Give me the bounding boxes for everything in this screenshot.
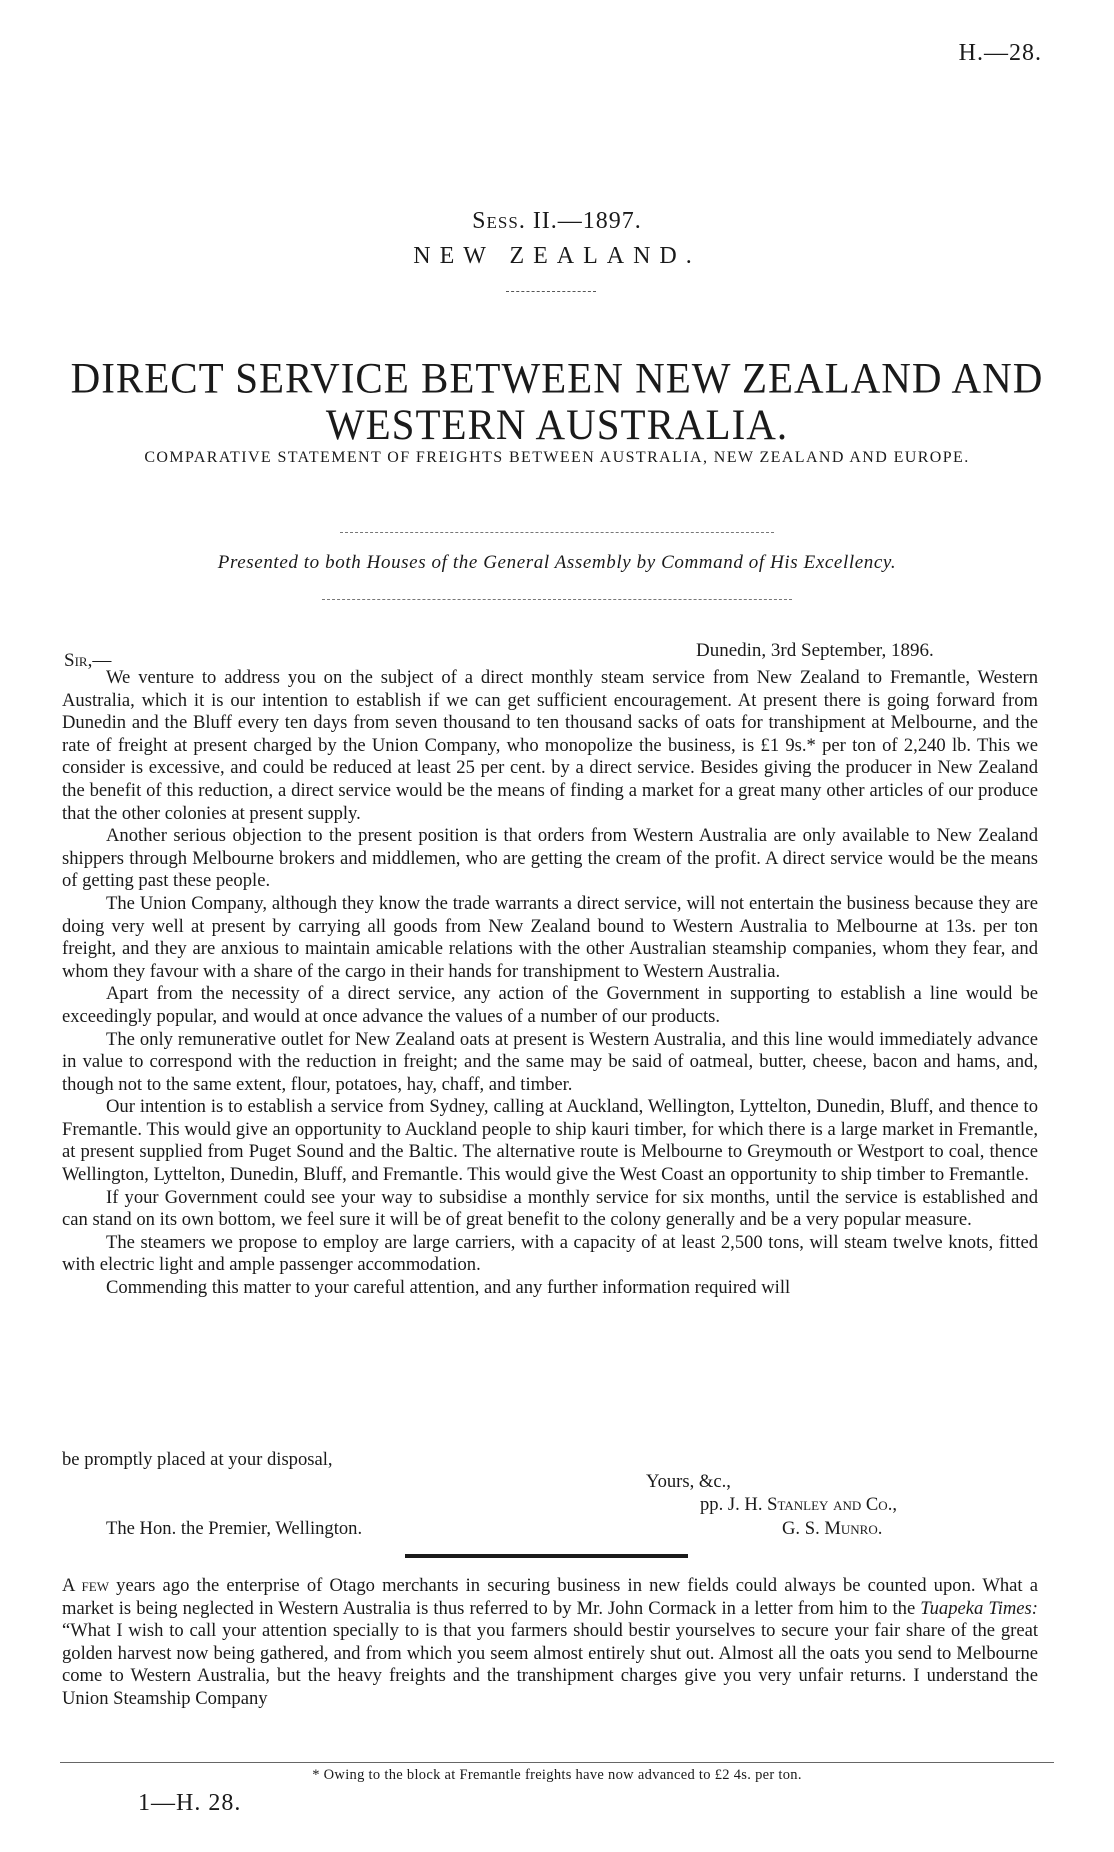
second-signatory: G. S. Munro. xyxy=(782,1518,883,1539)
pp-prefix: pp. J. H. xyxy=(700,1494,763,1515)
document-subtitle: COMPARATIVE STATEMENT OF FREIGHTS BETWEEN AUSTRALIA, NEW ZEALAND AND EUROPE. xyxy=(144,449,970,466)
country-heading: NEW ZEALAND. xyxy=(413,243,701,269)
document-title: DIRECT SERVICE BETWEEN NEW ZEALAND AND WESTERN AUSTRALIA. xyxy=(70,353,1044,449)
sheet-reference: 1—H. 28. xyxy=(138,1790,242,1816)
letter-closing-line: be promptly placed at your disposal, xyxy=(62,1449,333,1470)
letter-paragraph: Our intention is to establish a service from Sydney, calling at Auckland, Wellington, Lyttelton, Dunedin, Bluff, and thence to Fremantle. This would give an opportunity to Auckland people to ship kauri timber, for which there is a large market in Fremantle, at present supplied from Puget Sound and the Baltic. The alternative route is Melbourne to Greymouth or Westport to coal, thence Wellington, Lyttelton, Dunedin, Bluff, and Fremantle. This would give the West Coast an opportunity to ship timber to Fremantle. xyxy=(62,1096,1038,1186)
letter-paragraph: The steamers we propose to employ are large carriers, with a capacity of at least 2,500 tons, will steam twelve knots, fitted with electric light and ample passenger accommodation. xyxy=(62,1231,1038,1276)
newspaper-name: Tuapeka Times: xyxy=(920,1597,1038,1619)
signature-line xyxy=(700,1494,897,1516)
letter-date: Dunedin, 3rd September, 1896. xyxy=(696,640,934,661)
extract-text: years ago the enterprise of Otago merchants in securing business in new fields could always be counted upon. What a market is being neglected in Western Australia is thus referred to by Mr. John Cormack in a letter from him to the xyxy=(62,1575,1038,1619)
letter-paragraph: We venture to address you on the subject of a direct monthly steam service from New Zealand to Fremantle, Western Australia, which it is our intention to establish if we can get sufficient encouragement. At present there is going forward from Dunedin and the Bluff every ten days from seven thousand to ten thousand sacks of oats for transhipment at Melbourne, and the rate of freight at present charged by the Union Company, who monopolize the business, is £1 9s.* per ton of 2,240 lb. This we consider is excessive, and could be reduced at least 25 per cent. by a direct service. Besides giving the producer in New Zealand the benefit of this reduction, a direct service would be the means of finding a market for a great many other articles of our produce that the other colonies at present supply. xyxy=(62,667,1038,824)
signatory-name: Stanley and Co., xyxy=(767,1494,897,1515)
extract-lead: A few xyxy=(62,1575,109,1596)
letter-paragraph: Apart from the necessity of a direct service, any action of the Government in supporting to establish a line would be exceedingly popular, and would at once advance the values of a number of our products. xyxy=(62,983,1038,1027)
letter-paragraph: Commending this matter to your careful attention, and any further information required will xyxy=(106,1277,791,1299)
extract-paragraph xyxy=(62,1575,1038,1711)
lower-divider xyxy=(322,599,792,600)
letter-addressee: The Hon. the Premier, Wellington. xyxy=(106,1518,363,1539)
session-line: Sess. II.—1897. xyxy=(472,208,642,234)
footnote: * Owing to the block at Fremantle freights have now advanced to £2 4s. per ton. xyxy=(312,1767,802,1783)
letter-salutation: Sir,— xyxy=(64,650,112,671)
letter-paragraph: Another serious objection to the present position is that orders from Western Australia are only available to New Zealand shippers through Melbourne brokers and middlemen, who are getting the cream of the profit. A direct service would be the means of getting past these people. xyxy=(62,825,1038,892)
letter-paragraph: The only remunerative outlet for New Zealand oats at present is Western Australia, and this line would immediately advance in value to correspond with the reduction in freight; and the same may be said of oatmeal, butter, cheese, bacon and hams, and, though not to the same extent, flour, potatoes, hay, chaff, and timber. xyxy=(62,1028,1038,1095)
presented-notice: Presented to both Houses of the General Assembly by Command of His Excellency. xyxy=(217,552,897,573)
letter-paragraph: If your Government could see your way to subsidise a monthly service for six months, until the service is established and can stand on its own bottom, we feel sure it will be of great benefit to the colony generally and be a very popular measure. xyxy=(62,1186,1038,1231)
short-divider xyxy=(506,291,596,292)
section-divider xyxy=(405,1554,688,1558)
footnote-divider xyxy=(60,1762,1054,1763)
upper-divider xyxy=(340,532,774,533)
extract-quote: “What I wish to call your attention specially to is that you farmers should bestir yourselves to secure your fair share of the great golden harvest now being gathered, and from which you seem almost entirely shut out. Almost all the oats you send to Melbourne come to Western Australia, but the heavy freights and the transhipment charges give you very unfair returns. I understand the Union Steamship Company xyxy=(62,1620,1038,1709)
page-identifier: H.—28. xyxy=(958,40,1042,66)
newspaper-extract xyxy=(62,1575,1038,1711)
letter-valediction: Yours, &c., xyxy=(646,1471,731,1492)
letter-paragraph: The Union Company, although they know the trade warrants a direct service, will not entertain the business because they are doing very well at present by carrying all goods from New Zealand bound to Western Australia to Melbourne at 13s. per ton freight, and they are anxious to maintain amicable relations with the other Australian steamship companies, whom they fear, and whom they favour with a share of the cargo in their hands for transhipment to Western Australia. xyxy=(62,892,1038,982)
letter-body xyxy=(62,667,1038,1300)
